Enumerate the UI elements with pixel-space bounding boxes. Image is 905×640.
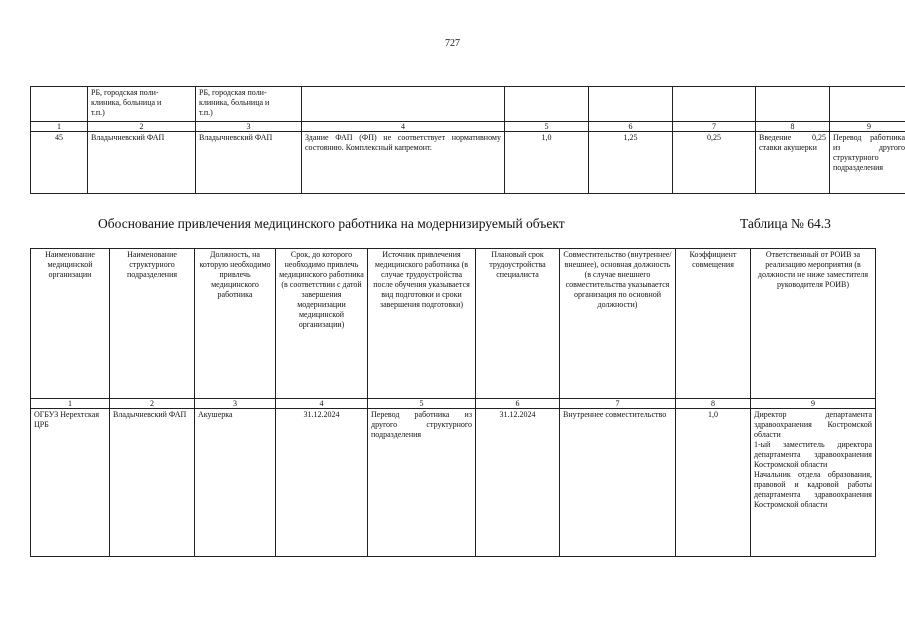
t2-data-row xyxy=(31,409,876,557)
column-number: 3 xyxy=(196,122,302,132)
t1-header-cell xyxy=(31,87,88,122)
row-number: 45 xyxy=(31,132,88,194)
t1-data-row xyxy=(31,132,905,194)
deadline-cell: 31.12.2024 xyxy=(276,409,368,557)
column-number: 6 xyxy=(589,122,673,132)
planned-date-cell: 31.12.2024 xyxy=(476,409,560,557)
t1-header-cell xyxy=(505,87,589,122)
structural-unit: Владычневский ФАП xyxy=(110,409,195,557)
organization-cell: ОГБУЗ Нерехтская ЦРБ xyxy=(31,409,110,557)
column-number: 8 xyxy=(676,399,751,409)
continuation-table xyxy=(30,86,905,194)
table-caption: Обоснование привлечения медицинского работника на модернизируемый объект xyxy=(98,216,565,231)
column-number: 4 xyxy=(276,399,368,409)
t1-header-cell xyxy=(756,87,830,122)
responsible-cell: Директор департамента здравоохранения Костромской области 1-ый заместитель директора департамента здравоохранения Костромской области Начальник отдела образования, правовой и кадровой работы департамента здравоохранения Костромской области xyxy=(751,409,876,557)
table-number: Таблица № 64.3 xyxy=(740,216,831,231)
column-header: Должность, на которую необходимо привлечь медицинского работника xyxy=(195,249,276,399)
column-header: Ответственный от РОИВ за реализацию мероприятия (в должности не ниже заместителя руководителя РОИВ) xyxy=(751,249,876,399)
column-header: Наименование медицинской организации xyxy=(31,249,110,399)
staffing-table xyxy=(30,248,876,557)
column-number: 2 xyxy=(88,122,196,132)
object-state: Здание ФАП (ФП) не соответствует нормативному состоянию. Комплексный капремонт. xyxy=(302,132,505,194)
source-cell: Перевод работника из другого структурного подразделения xyxy=(368,409,476,557)
column-number: 7 xyxy=(673,122,756,132)
column-header: Плановый срок трудоустройства специалиста xyxy=(476,249,560,399)
column-header: Совместительство (внутреннее/внешнее), основная должность (в случае внешнего совместительства указывается организация по основной должности) xyxy=(560,249,676,399)
column-header: Источник привлечения медицинского работника (в случае трудоустройства после обучения указывается вид подготовки и сроки завершения подготовки) xyxy=(368,249,476,399)
column-number: 9 xyxy=(830,122,905,132)
t2-number-row xyxy=(31,399,876,409)
t1-number-row xyxy=(31,122,905,132)
column-number: 1 xyxy=(31,122,88,132)
value-cell: 0,25 xyxy=(673,132,756,194)
t1-header-cell: РБ, городская поли- клиника, больница и т.п.) xyxy=(196,87,302,122)
column-number: 4 xyxy=(302,122,505,132)
t1-header-cell: РБ, городская поли- клиника, больница и т.п.) xyxy=(88,87,196,122)
column-number: 7 xyxy=(560,399,676,409)
column-number: 6 xyxy=(476,399,560,409)
column-number: 5 xyxy=(368,399,476,409)
column-number: 1 xyxy=(31,399,110,409)
value-cell: 1,0 xyxy=(505,132,589,194)
column-header: Наименование структурного подразделения xyxy=(110,249,195,399)
column-number: 3 xyxy=(195,399,276,409)
action-cell: Введение 0,25 ставки акушерки xyxy=(756,132,830,194)
column-number: 2 xyxy=(110,399,195,409)
t2-header-row xyxy=(31,249,876,399)
position-cell: Акушерка xyxy=(195,409,276,557)
structural-unit: Владычневский ФАП xyxy=(88,132,196,194)
t1-header-cell xyxy=(673,87,756,122)
combination-cell: Внутреннее совместительство xyxy=(560,409,676,557)
column-number: 9 xyxy=(751,399,876,409)
action-cell: Перевод работника из другого структурного подразделения xyxy=(830,132,905,194)
t1-header-cell xyxy=(589,87,673,122)
column-header: Срок, до которого необходимо привлечь медицинского работника (в соответствии с датой завершения модернизации медицинской организации) xyxy=(276,249,368,399)
t1-header-cell xyxy=(302,87,505,122)
column-header: Коэффициент совмещения xyxy=(676,249,751,399)
page-number: 727 xyxy=(445,38,460,49)
t1-header-cell xyxy=(830,87,905,122)
column-number: 5 xyxy=(505,122,589,132)
value-cell: 1,25 xyxy=(589,132,673,194)
structural-unit: Владычневский ФАП xyxy=(196,132,302,194)
coefficient-cell: 1,0 xyxy=(676,409,751,557)
column-number: 8 xyxy=(756,122,830,132)
